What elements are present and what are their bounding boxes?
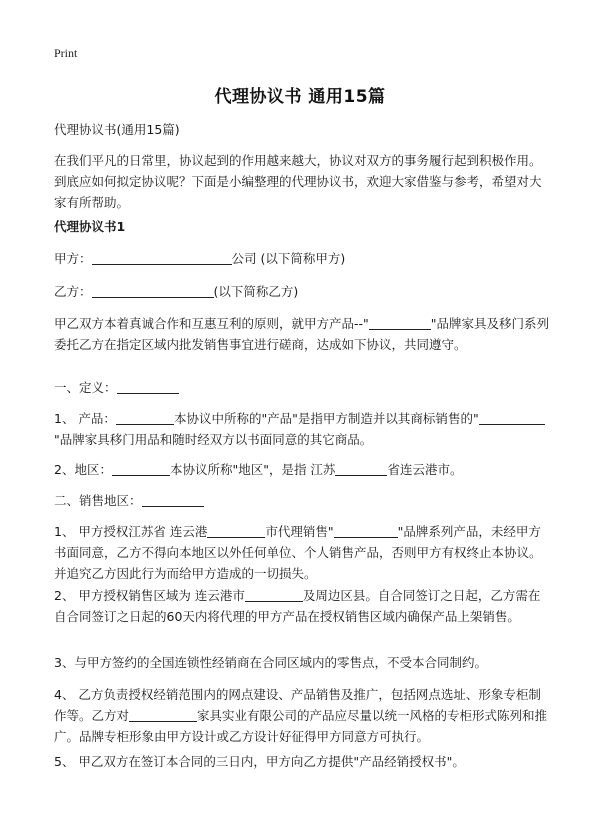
clause-4-text: 4、 乙方负责授权经销范围内的网点建设、产品销售及推广，包括网点选址、形象专柜制作等。乙方对 (54, 687, 541, 723)
party-b-suffix: (以下简称乙方) (213, 284, 299, 299)
party-a-label: 甲方： (54, 251, 92, 266)
sales-clause-5: 5、 甲乙双方在签订本合同的三日内，甲方向乙方提供"产品经销授权书"。 (54, 754, 465, 769)
definition-blank (117, 379, 179, 394)
clause-1-text-end: "品牌系列产品，未经甲方书面同意，乙方不得向本地区以外任何单位、个人销售产品，否则甲方有权终止本协议。并追究乙方因此行为而给甲方造成的一切损失。 (54, 524, 542, 581)
item-1-label: 1、 产品： (54, 411, 116, 426)
sales-clause-1 (54, 521, 550, 584)
section-heading: 代理协议书1 (54, 219, 126, 234)
clause-1-city-blank (207, 523, 265, 538)
print-link[interactable]: Print (54, 46, 78, 60)
clause-1-brand-blank (334, 523, 398, 538)
definition-item-2 (54, 459, 550, 480)
clause-2-text-end: 及周边区县。自合同签订之日起，乙方需在自合同签订之日起的60天内将代理的甲方产品在授权销售区域内确保产品上架销售。 (54, 588, 541, 624)
province-blank (335, 461, 387, 476)
item-1-text: 本协议中所称的"产品"是指甲方制造并以其商标销售的" (173, 411, 479, 426)
sales-clause-4 (54, 684, 550, 747)
clause-2-text: 2、 甲方授权销售区域为 连云港市 (54, 588, 245, 603)
party-b-line (54, 281, 550, 302)
definition-item-1 (54, 408, 550, 450)
party-b-blank (92, 283, 214, 298)
intro-paragraph: 在我们平凡的日常里，协议起到的作用越来越大，协议对双方的事务履行起到积极作用。到底应如何拟定协议呢？下面是小编整理的代理协议书，欢迎大家借鉴与参考，希望对大家有所帮助。 (54, 153, 542, 210)
sales-area-heading (54, 490, 550, 511)
item-1-brand-blank (479, 410, 545, 425)
clause-4-text-end: 家具实业有限公司的产品应尽量以统一风格的专柜形式陈列和推广。品牌专柜形象由甲方设计或乙方设计好征得甲方同意方可执行。 (54, 708, 548, 744)
definition-heading (54, 377, 550, 398)
sales-area-label: 二、销售地区： (54, 493, 142, 508)
document-subtitle: 代理协议书(通用15篇) (54, 122, 180, 137)
party-a-blank (92, 250, 232, 265)
item-1-blank (116, 410, 174, 425)
item-2-blank (112, 461, 170, 476)
item-2-text: 本协议所称"地区"，是指 江苏 (169, 462, 336, 477)
sales-area-blank (142, 492, 204, 507)
item-1-text-end: "品牌家具移门用品和随时经双方以书面同意的其它商品。 (54, 432, 373, 447)
clause-1-text: 1、 甲方授权江苏省 连云港 (54, 524, 208, 539)
sales-clause-3: 3、与甲方签约的全国连锁性经销商在合同区域内的零售点，不受本合同制约。 (54, 655, 487, 670)
clause-2-blank (245, 587, 303, 602)
party-a-suffix: 公司 (以下简称甲方) (231, 251, 346, 266)
party-a-line (54, 248, 550, 269)
clause-1-text-mid: 市代理销售" (265, 524, 334, 539)
definition-label: 一、定义： (54, 380, 117, 395)
agreement-preamble (54, 313, 550, 355)
clause-4-company-blank (129, 707, 197, 722)
document-title: 代理协议书 通用15篇 (214, 87, 386, 107)
item-2-label: 2、地区： (54, 462, 112, 477)
preamble-text-end: "品牌家具及移门系列委托乙方在指定区域内批发销售事宜进行磋商，达成如下协议，共同遵守。 (54, 316, 550, 352)
party-b-label: 乙方： (54, 284, 92, 299)
item-2-text-end: 省连云港市。 (387, 462, 463, 477)
preamble-text-start: 甲乙双方本着真诚合作和互惠互利的原则，就甲方产品--" (54, 316, 369, 331)
sales-clause-2 (54, 585, 550, 627)
brand-blank (369, 315, 431, 330)
